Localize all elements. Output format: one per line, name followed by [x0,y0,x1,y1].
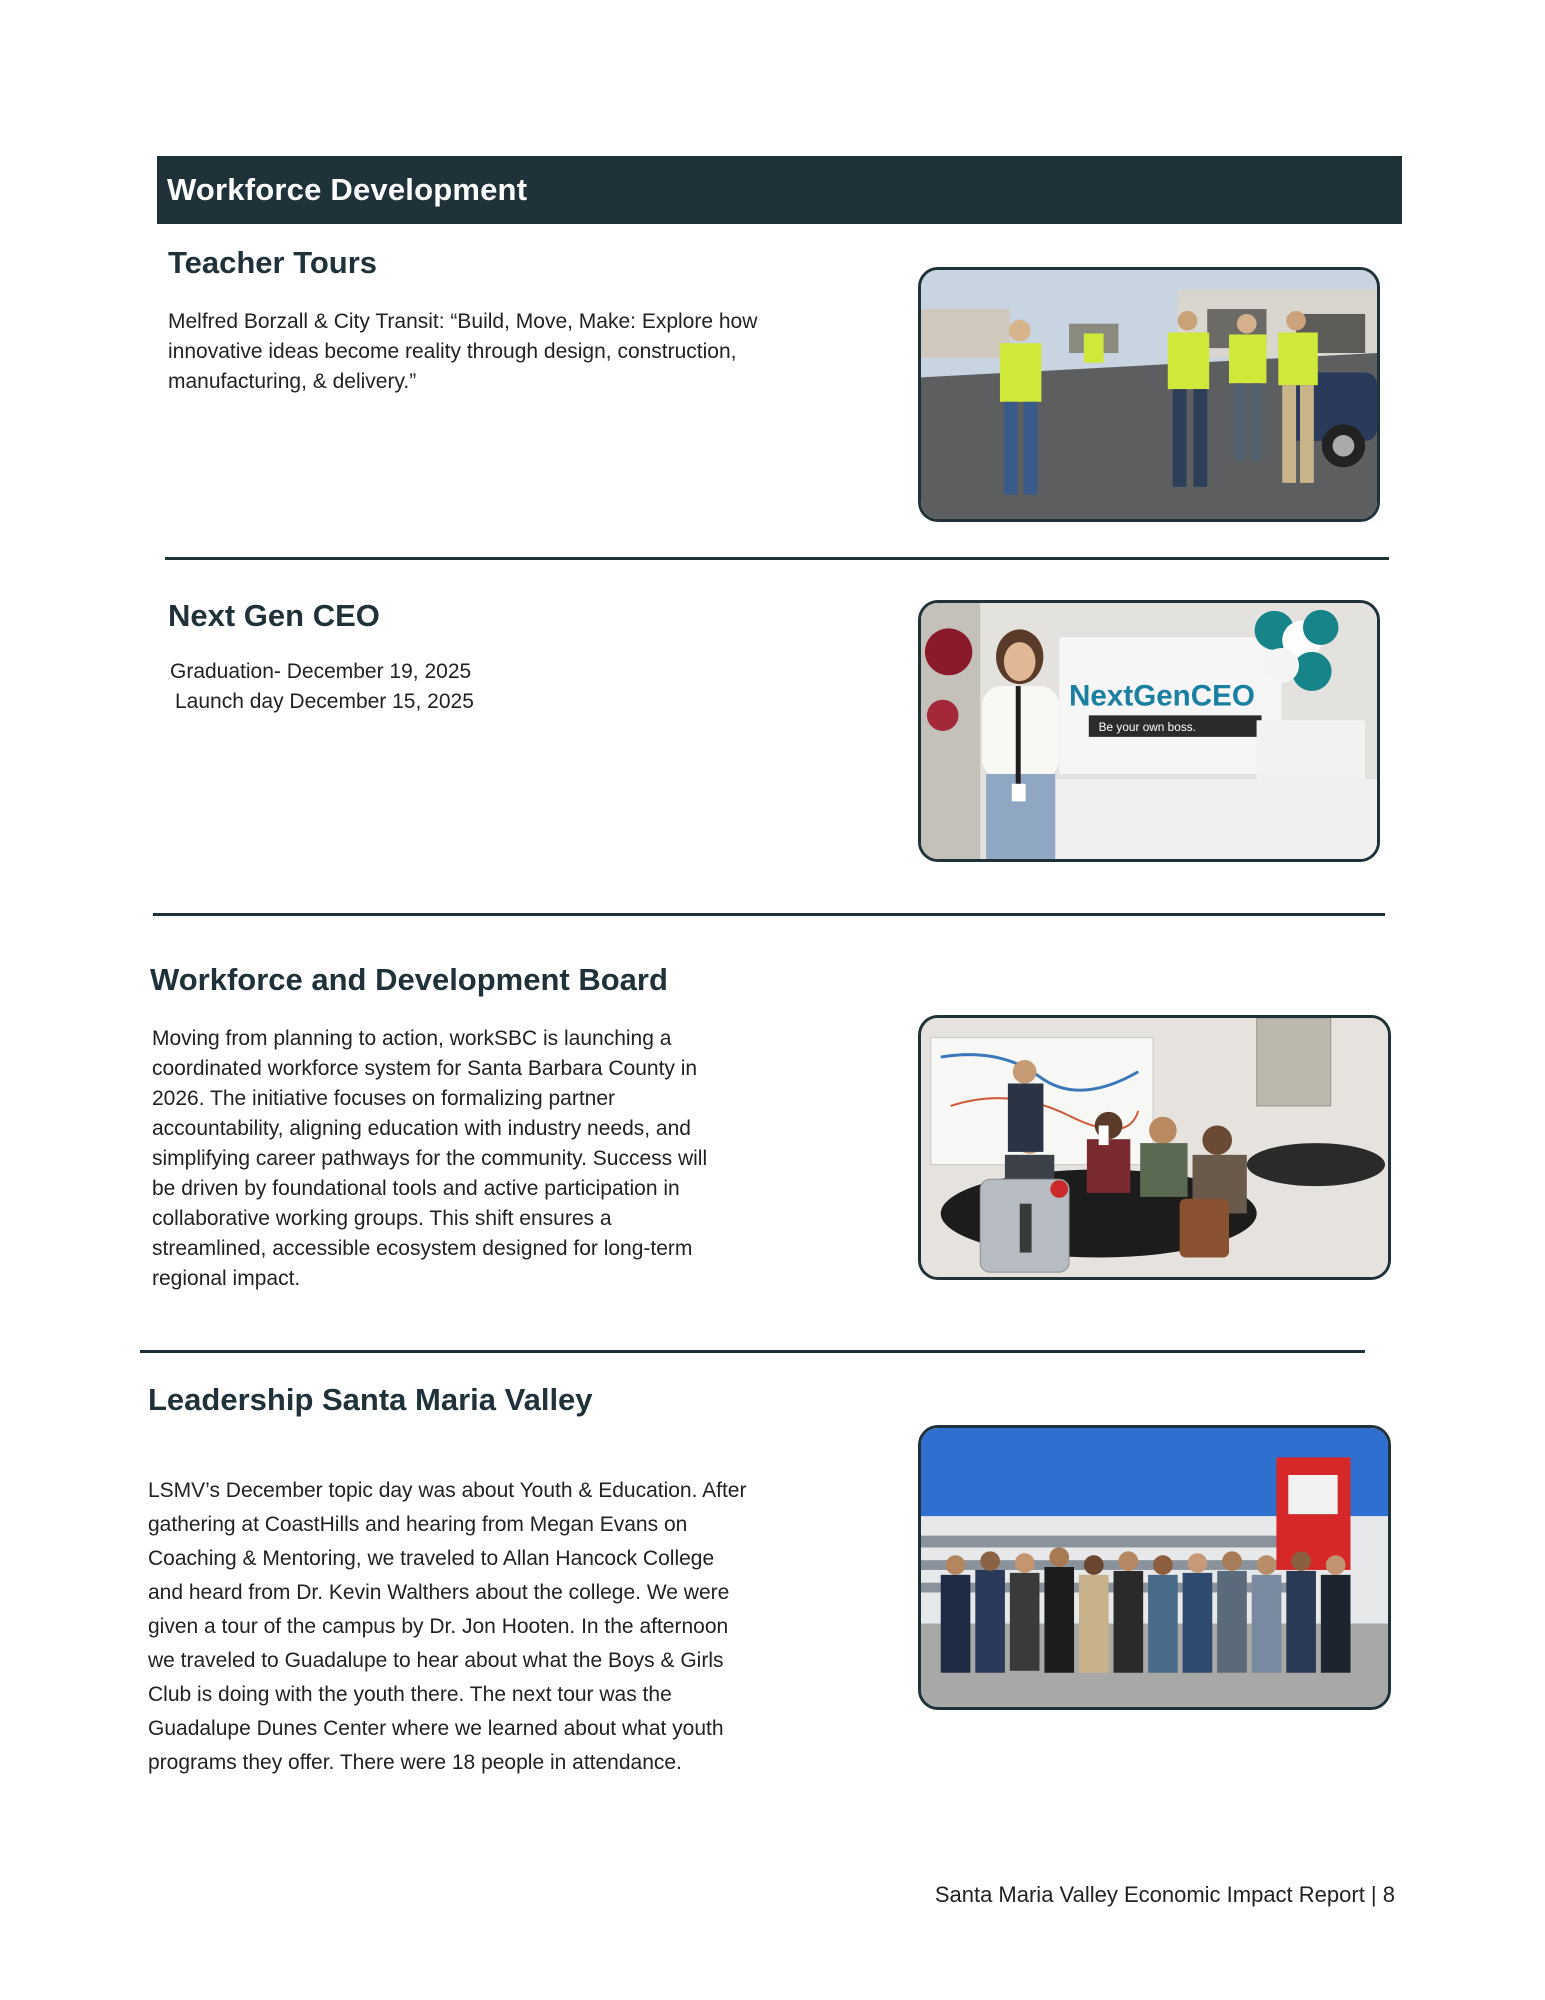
divider-3 [140,1350,1365,1353]
next-gen-ceo-dates [170,657,474,717]
workforce-board-photo [918,1015,1391,1280]
section-banner [157,156,1402,224]
lsmv-group-photo [918,1425,1391,1710]
next-gen-ceo-photo [918,600,1380,862]
nextgenceo-tagline: Be your own boss. [1098,721,1196,734]
workforce-board-body: Moving from planning to action, workSBC is launching a coordinated workforce system for Santa Barbara County in 2026. The initiative focuses on formalizing partner accountability, aligning education with industry needs, and simplifying career pathways for the community. Success will be driven by foundational tools and active participation in collaborative working groups. This shift ensures a streamlined, accessible ecosystem designed for long-term regional impact. [152,1027,708,1290]
teacher-tours-body: Melfred Borzall & City Transit: “Build, Move, Make: Explore how innovative ideas become reality through design, construction, manufacturing, & delivery.” [168,310,758,393]
divider-2 [153,913,1385,916]
workforce-board-title: Workforce and Development Board [150,962,668,997]
teacher-tours-title: Teacher Tours [168,245,378,280]
launch-date: Launch day December 15, 2025 [175,690,474,713]
divider-1 [165,557,1389,560]
lsmv-body: LSMV’s December topic day was about Youth & Education. After gathering at CoastHills and hearing from Megan Evans on Coaching & Mentoring, we traveled to Allan Hancock College and heard from Dr. Kevin Walthers about the college. We were given a tour of the campus by Dr. Jon Hooten. In the afternoon we traveled to Guadalupe to hear about what the Boys & Girls Club is doing with the youth there. The next tour was the Guadalupe Dunes Center where we learned about what youth programs they offer. There were 18 people in attendance. [148,1479,747,1774]
next-gen-ceo-title: Next Gen CEO [168,598,380,633]
teacher-tours-photo [918,267,1380,522]
page-footer: Santa Maria Valley Economic Impact Report | 8 [934,1882,1395,1907]
graduation-date: Graduation- December 19, 2025 [170,660,472,683]
lsmv-title: Leadership Santa Maria Valley [148,1382,593,1417]
nextgenceo-sign-text: NextGenCEO [1069,679,1255,713]
banner-title: Workforce Development [167,172,528,207]
